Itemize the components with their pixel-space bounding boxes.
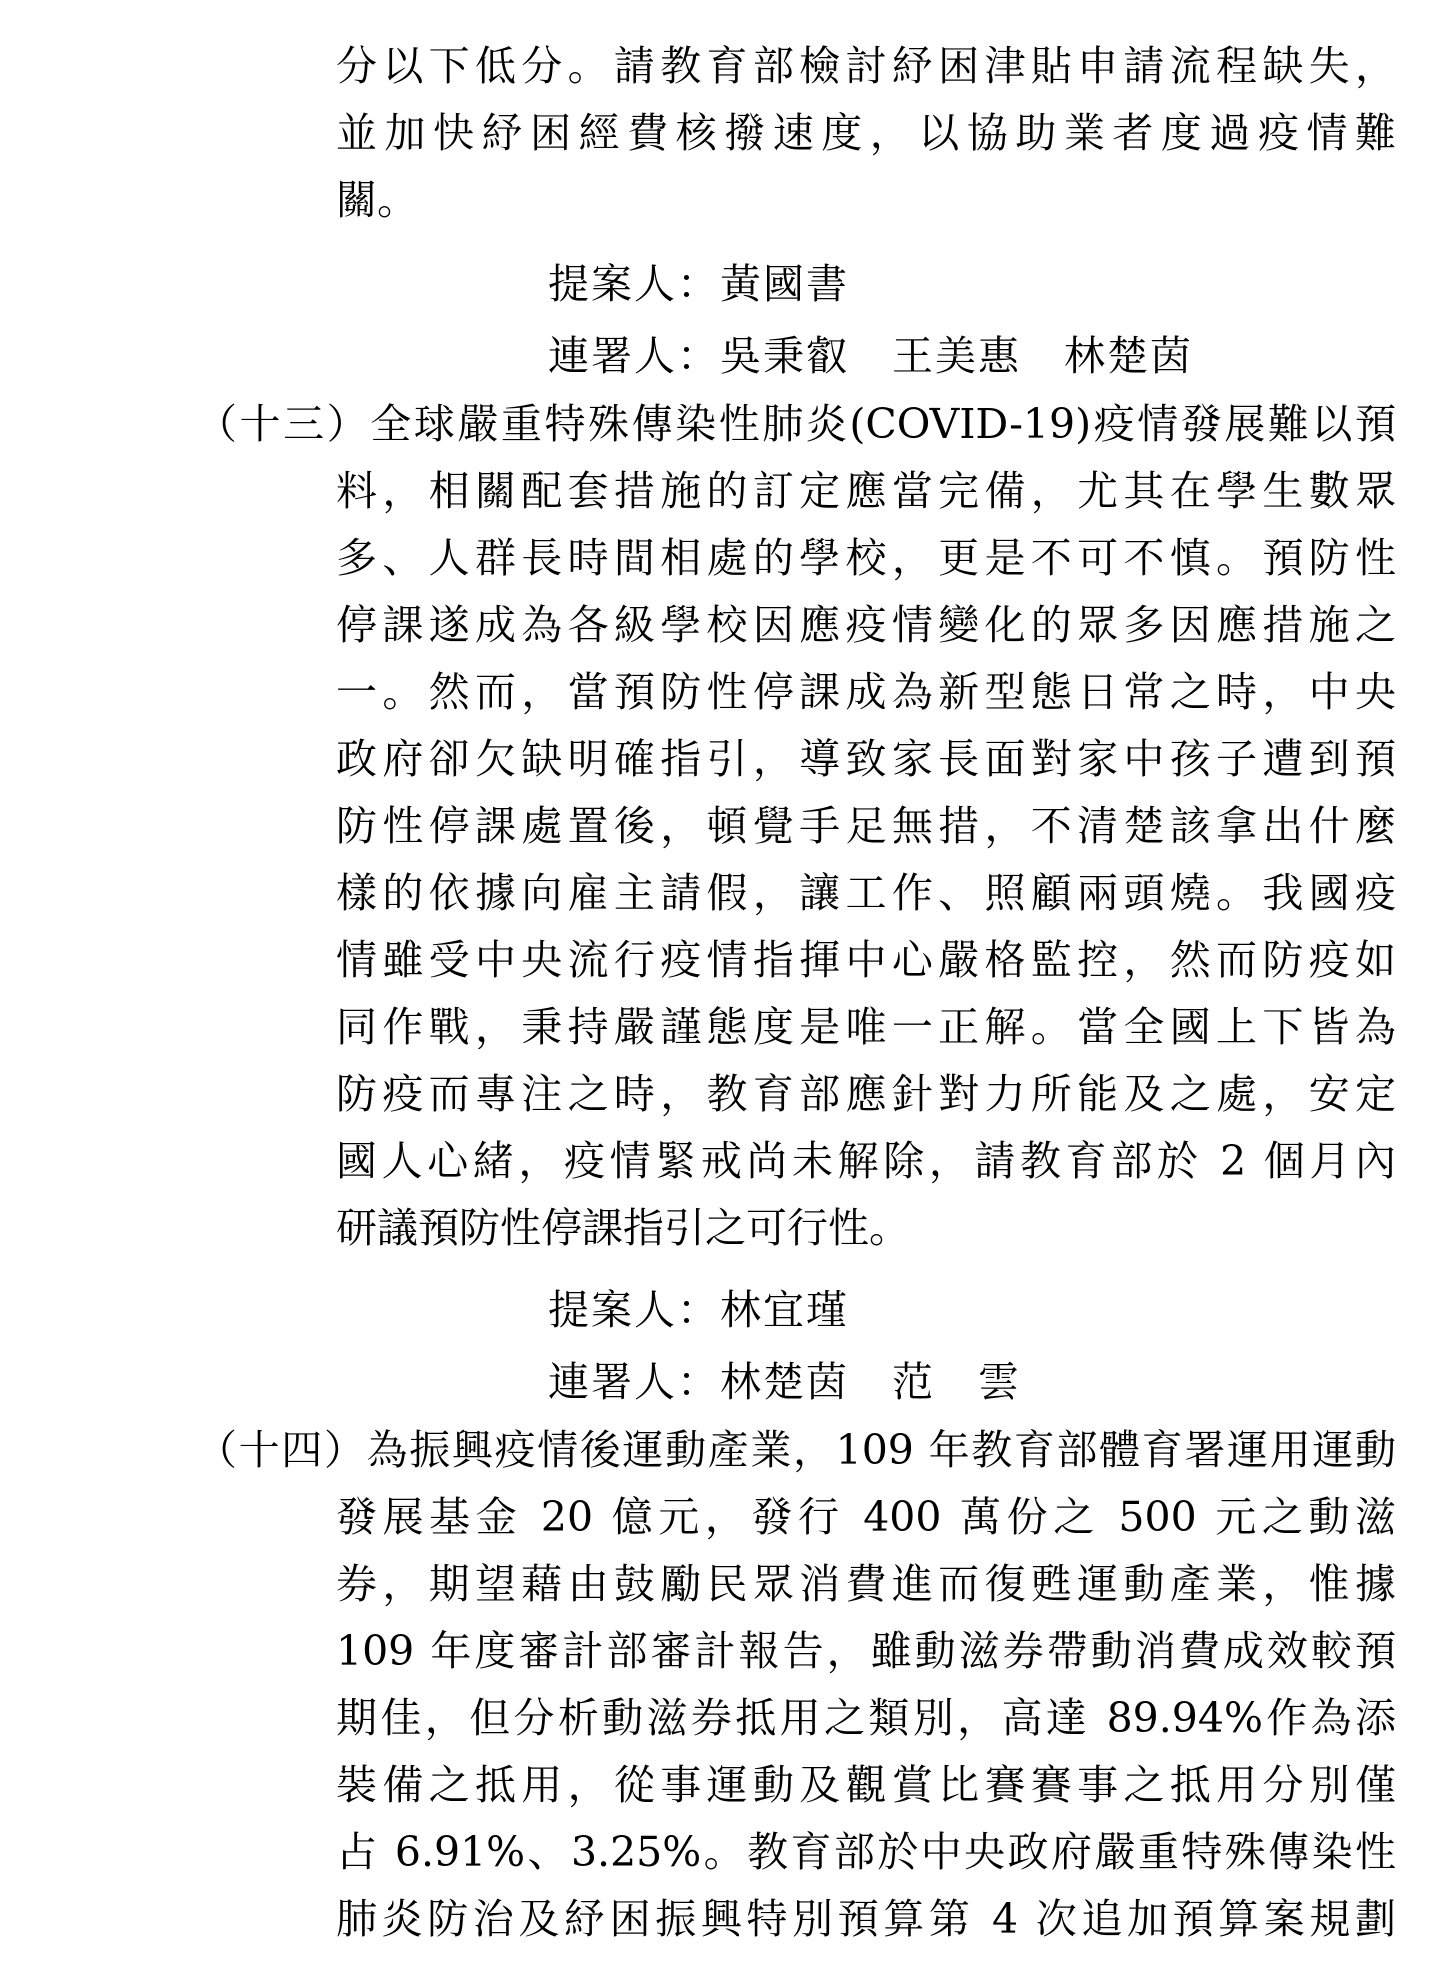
cosigner-line: 連署人：吳秉叡 王美惠 林楚茵: [548, 332, 1193, 380]
paragraph-line: 多、人群長時間相處的學校，更是不可不慎。預防性: [336, 534, 1396, 582]
paragraph-line: 期佳，但分析動滋券抵用之類別，高達 89.94%作為添: [336, 1694, 1396, 1742]
paragraph-line: 研議預防性停課指引之可行性。: [336, 1204, 910, 1252]
paragraph-line: 一。然而，當預防性停課成為新型態日常之時，中央: [336, 668, 1396, 716]
paragraph-line: 同作戰，秉持嚴謹態度是唯一正解。當全國上下皆為: [336, 1003, 1396, 1051]
paragraph-line: 發展基金 20 億元，發行 400 萬份之 500 元之動滋: [336, 1493, 1396, 1541]
paragraph-line: 料，相關配套措施的訂定應當完備，尤其在學生數眾: [336, 467, 1396, 515]
paragraph-line: 樣的依據向雇主請假，讓工作、照顧兩頭燒。我國疫: [336, 869, 1396, 917]
paragraph-line: 情雖受中央流行疫情指揮中心嚴格監控，然而防疫如: [336, 936, 1396, 984]
paragraph-line: 肺炎防治及紓困振興特別預算第 4 次追加預算案規劃: [336, 1895, 1396, 1943]
paragraph-line: 停課遂成為各級學校因應疫情變化的眾多因應措施之: [336, 601, 1396, 649]
paragraph-line: 關。: [336, 176, 418, 224]
paragraph-line: 防疫而專注之時，教育部應針對力所能及之處，安定: [336, 1070, 1396, 1118]
paragraph-line: 裝備之抵用，從事運動及觀賞比賽賽事之抵用分別僅: [336, 1761, 1396, 1809]
paragraph-line: 國人心緒，疫情緊戒尚未解除，請教育部於 2 個月內: [336, 1137, 1396, 1185]
proposer-line: 提案人：黃國書: [548, 260, 849, 308]
cosigner-line: 連署人：林楚茵 范 雲: [548, 1358, 1021, 1406]
paragraph-line: 券，期望藉由鼓勵民眾消費進而復甦運動產業，惟據: [336, 1560, 1396, 1608]
item-14-heading-line: （十四）為振興疫情後運動產業，109 年教育部體育署運用運動: [196, 1426, 1396, 1474]
proposer-line: 提案人：林宜瑾: [548, 1286, 849, 1334]
paragraph-line: 政府卻欠缺明確指引，導致家長面對家中孩子遭到預: [336, 735, 1396, 783]
paragraph-line: 占 6.91%、3.25%。教育部於中央政府嚴重特殊傳染性: [336, 1828, 1396, 1876]
item-13-heading-line: （十三）全球嚴重特殊傳染性肺炎(COVID-19)疫情發展難以預: [196, 400, 1396, 448]
paragraph-line: 並加快紓困經費核撥速度，以協助業者度過疫情難: [336, 109, 1396, 157]
paragraph-line: 防性停課處置後，頓覺手足無措，不清楚該拿出什麼: [336, 802, 1396, 850]
paragraph-line: 109 年度審計部審計報告，雖動滋券帶動消費成效較預: [336, 1627, 1396, 1675]
paragraph-line: 分以下低分。請教育部檢討紓困津貼申請流程缺失，: [336, 42, 1396, 90]
